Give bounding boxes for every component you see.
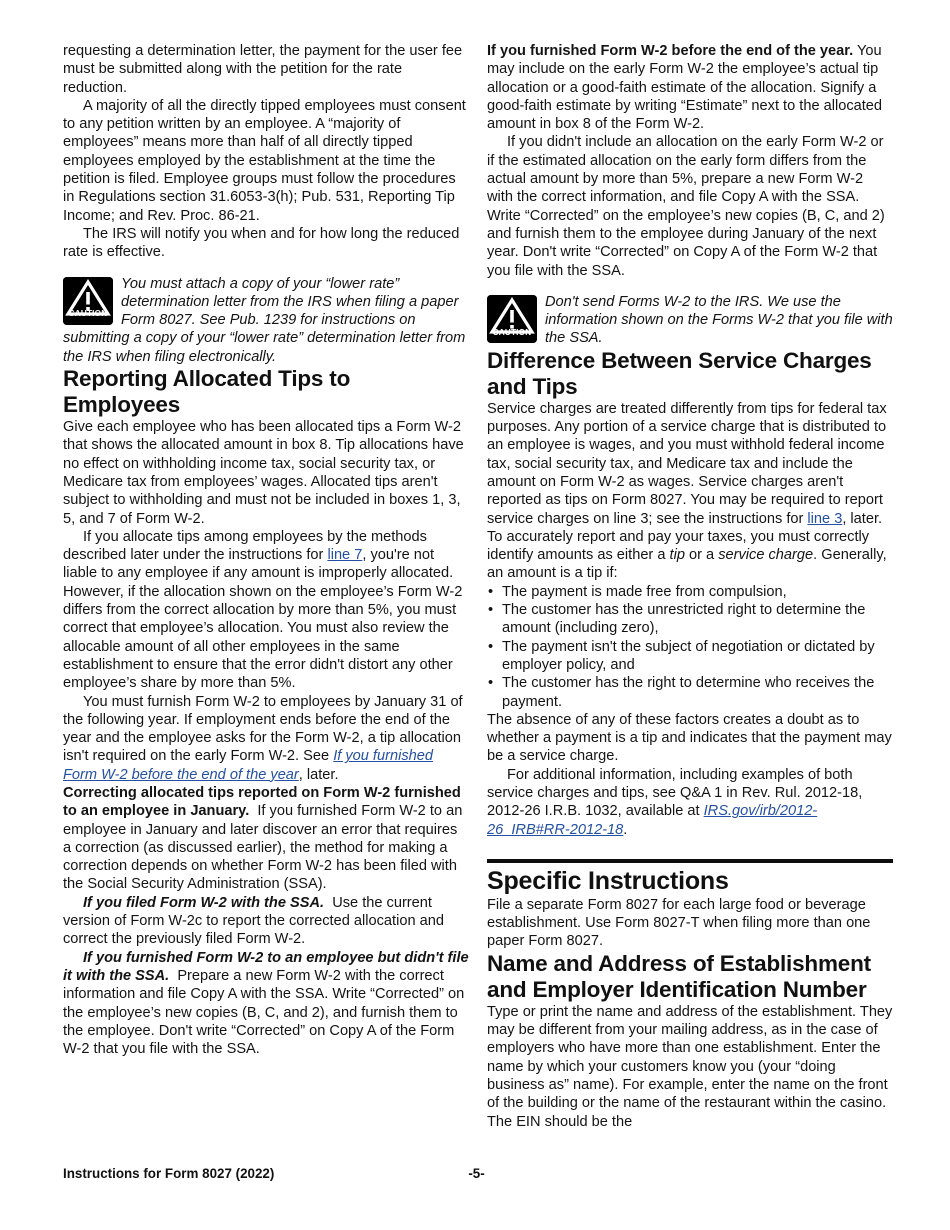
page-footer <box>63 1166 890 1186</box>
heading-specific-instructions: Specific Instructions <box>487 866 729 895</box>
caution-text: Don't send Forms W-2 to the IRS. We use the information shown on the Forms W-2 that you file with the SSA. <box>545 293 893 347</box>
text-run: . Generally, an amount is a tip if: <box>487 547 887 582</box>
text-run: If you furnished Form W-2 to an employee in January and later discover an error that requires a correction (as discussed earlier), the method for making a correction depends on whether Form W-2 has been filed with the Social Security Administration (SSA). <box>63 803 463 893</box>
paragraph-furnish-w2-january <box>63 693 469 784</box>
link-line-7[interactable]: line 7 <box>327 547 363 564</box>
caution-callout-lower-rate <box>63 275 469 366</box>
heading-reporting-allocated-tips: Reporting Allocated Tips to Employees <box>63 366 351 418</box>
emphasis-service-charge: service charge <box>718 547 814 564</box>
text-run: , later. To accurately report and pay your taxes, you must correctly identify amounts as either a <box>487 510 883 564</box>
text-run: Service charges are treated differently from tips for federal tax purposes. Any portion of a service charge that is distributed to an employee is wages, and you must withhold federal income tax, social security tax, and Medicare tax and include the amount on Form W-2 as wages. Service charges aren't reported as tips on Form 8027. You may be required to report service charges on line 3; see the instructions for <box>487 400 887 527</box>
footer-form-title: Instructions for Form 8027 (2022) <box>63 1166 275 1181</box>
right-column <box>487 42 893 1131</box>
paragraph-correcting-allocated-tips <box>63 784 469 894</box>
list-item: • The payment is made free from compulsion, <box>487 583 893 601</box>
run-in-heading-furnished-before-end: If you furnished Form W-2 before the end of the year. <box>487 43 854 59</box>
caution-icon <box>63 277 113 325</box>
paragraph-if-you-filed-with-ssa <box>63 894 469 949</box>
link-irs-gov-irb[interactable]: IRS.gov/irb/2012-26_IRB#RR-2012-18 <box>487 803 818 838</box>
paragraph-furnished-but-not-filed <box>63 949 469 1059</box>
text-run: . <box>623 821 628 838</box>
list-tip-criteria <box>487 583 893 711</box>
text-run: , you're not liable to any employee if any amount is improperly allocated. However, if the allocation shown on the employee’s Form W-2 differs from the correct allocation by more than 5%, you must correct that employee’s allocation. You must also review the allocable amount of all other employees in the same establishment to ensure that the error didn't distort any other employee’s share by more than 5%. <box>63 547 463 692</box>
caution-icon <box>487 295 537 343</box>
text-run: If you allocate tips among employees by the methods described later under the instructions for <box>63 528 427 564</box>
list-item: • The payment isn't the subject of negotiation or dictated by employer policy, and <box>487 638 893 675</box>
heading-name-address-establishment: Name and Address of Establishment and Employer Identification Number <box>487 950 871 1002</box>
text-run: For additional information, including examples of both service charges and tips, see Q&A 1 in Rev. Rul. 2012-18, 2012-26 I.R.B. 1032, available at <box>487 766 863 820</box>
text-run: You may include on the early Form W-2 the employee’s actual tip allocation or a good-faith estimate of the allocation. Signify a good-faith estimate by writing “Estimate” next to the allocated amount in box 8 of the Form W-2. <box>487 43 883 133</box>
paragraph-irs-notify: The IRS will notify you when and for how long the reduced rate is effective. <box>63 225 460 261</box>
footer-page-number: -5- <box>468 1166 485 1181</box>
caution-callout-dont-send-w2 <box>487 293 893 348</box>
emphasis-tip: tip <box>669 547 685 564</box>
paragraph-didnt-include-allocation: If you didn't include an allocation on the early Form W-2 or if the estimated allocation on the early form differs from the actual amount by more than 5%, prepare a new Form W-2 with the correct information, and file Copy A with the SSA. Write “Corrected” on the employee’s new copies (B, C, and 2) and furnish them to the employee during January of the next year. Don't write “Corrected” on Copy A of the Form W-2 that you file with the SSA. <box>487 134 885 279</box>
link-line-3[interactable]: line 3 <box>807 510 843 527</box>
text-run: , later. <box>298 766 339 783</box>
run-in-heading-correcting: Correcting allocated tips reported on Form W-2 furnished to an employee in January. <box>63 784 461 820</box>
paragraph-majority-consent: A majority of all the directly tipped employees must consent to any petition written by an employee. A “majority of employees” means more than half of all directly tipped employees employed by the establishment at the time the petition is filed. Employee groups must follow the procedures in Regulations section 31.6053-3(h); Pub. 531, Reporting Tip Income; and Rev. Proc. 86-21. <box>63 97 466 224</box>
text-run: Use the current version of Form W-2c to report the corrected allocation and correct the previously filed Form W-2. <box>63 894 444 948</box>
paragraph-absence-of-factors: The absence of any of these factors creates a doubt as to whether a payment is a tip and indicates that the payment may be a service charge. <box>487 711 892 765</box>
paragraph-furnished-before-end-of-year <box>487 42 893 133</box>
list-item: • The customer has the right to determine who receives the payment. <box>487 674 893 711</box>
heading-difference-service-charges-tips: Difference Between Service Charges and Tips <box>487 347 872 399</box>
text-run: You must furnish Form W-2 to employees by January 31 of the following year. If employment ends before the end of the year and the employee asks for the Form W-2, a tip allocation isn't required on the early Form W-2. See <box>63 693 463 765</box>
caution-icon-label: CAUTION <box>492 327 532 337</box>
paragraph-type-or-print-name: Type or print the name and address of the establishment. They may be different from your mailing address, as in the case of employers who have more than one establishment. Enter the name by which your customers know you (your “doing business as” name). For example, enter the name on the front of the building or the name of the restaurant within the casino. The EIN should be the <box>487 1003 893 1130</box>
run-in-heading-filed-with-ssa: If you filed Form W-2 with the SSA. <box>83 894 325 911</box>
paragraph-continuation: requesting a determination letter, the payment for the user fee must be submitted along with the petition for the rate reduction. <box>63 43 463 96</box>
paragraph-file-separate-form: File a separate Form 8027 for each large food or beverage establishment. Use Form 8027-T when filing more than one paper Form 8027. <box>487 896 871 950</box>
caution-text: You must attach a copy of your “lower rate” determination letter from the IRS when filing a paper Form 8027. See Pub. 1239 for instructions on submitting a copy of your “lower rate” determination letter from the IRS when filing electronically. <box>63 275 466 365</box>
left-column <box>63 42 469 1058</box>
paragraph-give-each-employee: Give each employee who has been allocated tips a Form W-2 that shows the allocated amount in box 8. Tip allocations have no effect on withholding income tax, social security tax, or Medicare tax from employees’ wages. Allocated tips aren't subject to withholding and must not be included in boxes 1, 3, 5, and 7 of Form W-2. <box>63 419 464 527</box>
paragraph-allocate-methods <box>63 528 469 693</box>
section-divider-rule <box>487 859 893 863</box>
list-item: • The customer has the unrestricted right to determine the amount (including zero), <box>487 601 893 638</box>
text-run: Prepare a new Form W-2 with the correct information and file Copy A with the SSA. Write “Corrected” on the employee’s new copies (B, C, and 2), and furnish them to the employee. Don't write “Corrected” on Copy A of the Form W-2 that you file with the SSA. <box>63 967 465 1058</box>
link-if-you-furnished-form-w2[interactable]: If you furnished Form W-2 before the end of the year <box>63 748 433 783</box>
run-in-heading-furnished-not-filed: If you furnished Form W-2 to an employee but didn't file it with the SSA. <box>63 949 469 984</box>
paragraph-service-charges-definition <box>487 400 893 583</box>
caution-icon-label: CAUTION <box>68 309 108 319</box>
text-run: or a <box>684 547 719 564</box>
paragraph-additional-information <box>487 766 893 839</box>
